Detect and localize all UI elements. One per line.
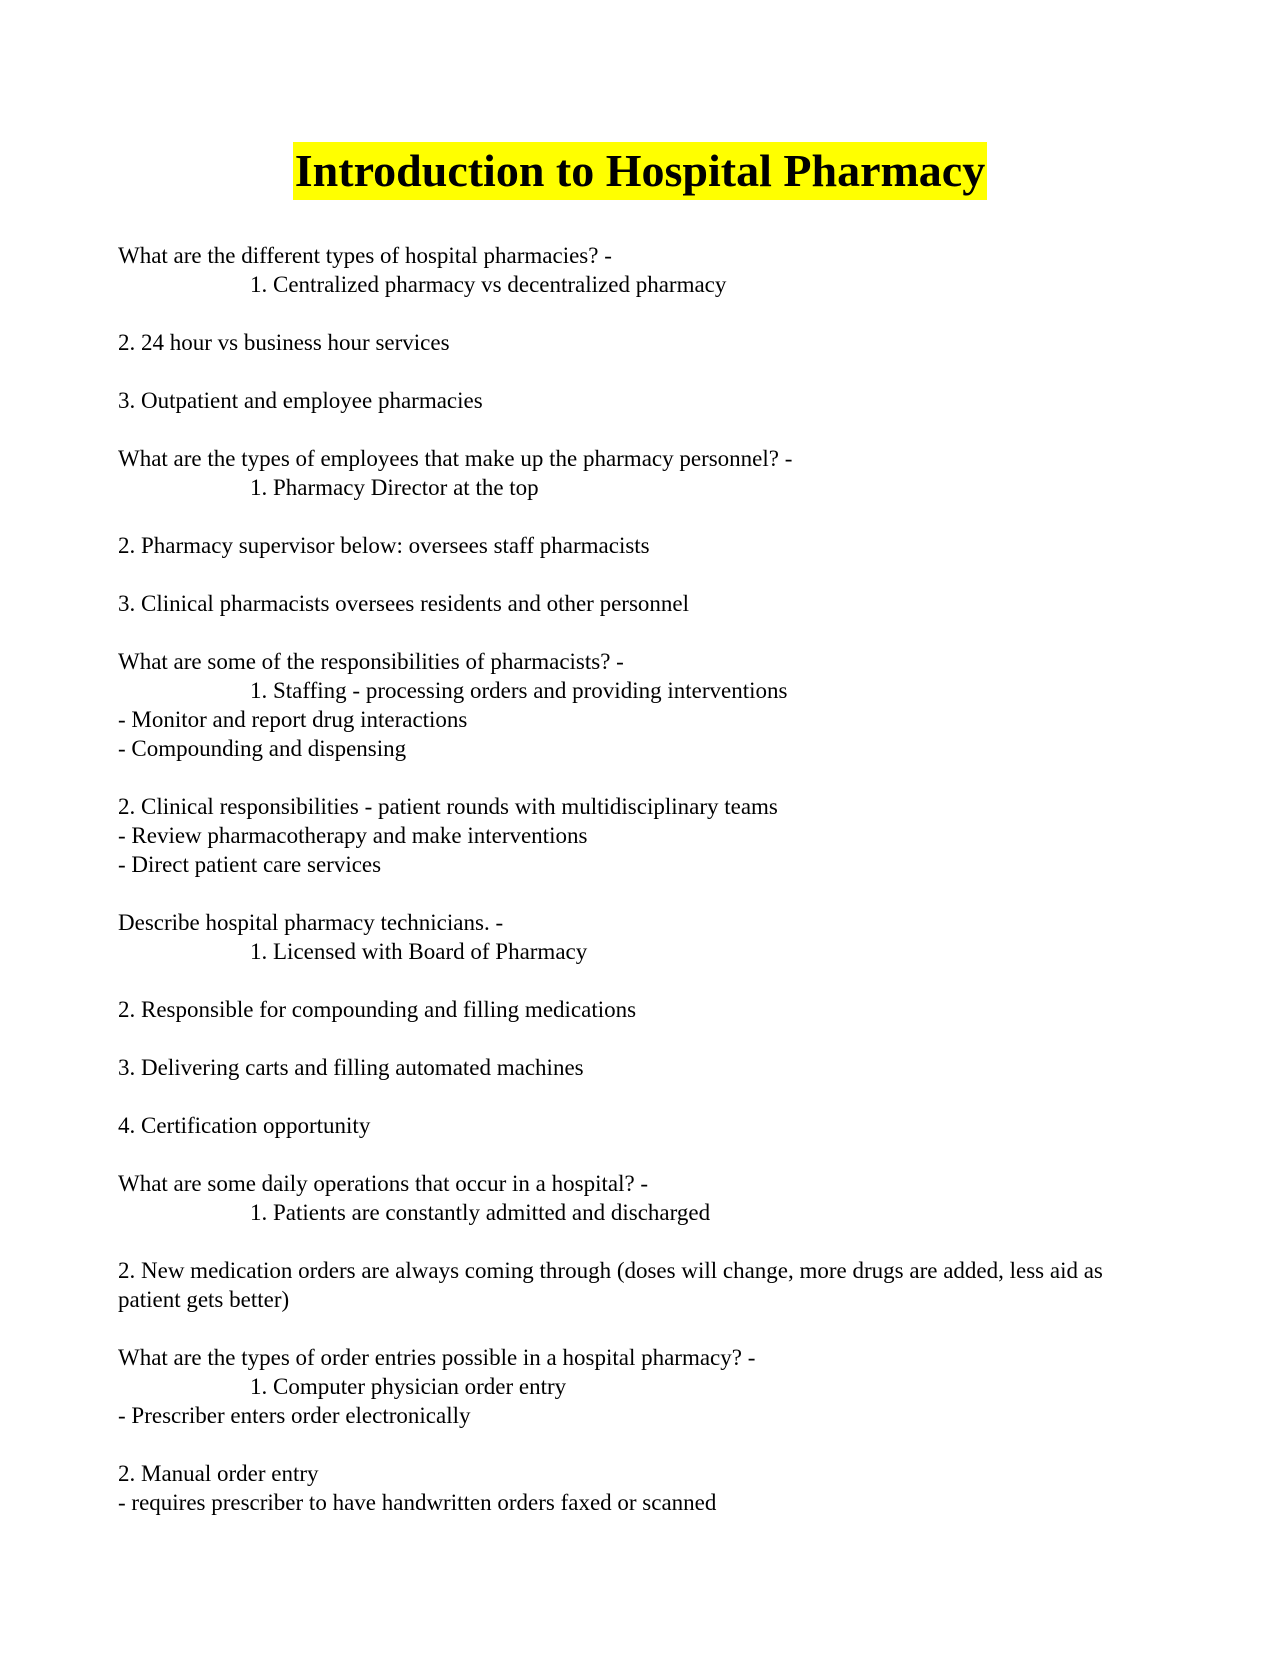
paragraph-gap — [118, 1430, 1138, 1459]
page-title: Introduction to Hospital Pharmacy — [293, 142, 987, 200]
answer-detail-line: - Review pharmacotherapy and make interventions — [118, 823, 588, 848]
paragraph-gap — [118, 879, 1138, 908]
paragraph-gap — [118, 763, 1138, 792]
title-container — [0, 142, 1280, 200]
answer-detail-line: - Monitor and report drug interactions — [118, 707, 468, 732]
answer-line: 3. Clinical pharmacists oversees residents and other personnel — [118, 591, 690, 616]
paragraph-gap — [118, 1314, 1138, 1343]
answer-line: 2. Clinical responsibilities - patient rounds with multidisciplinary teams — [118, 794, 778, 819]
answer-line: 1. Staffing - processing orders and providing interventions — [250, 678, 788, 703]
answer-line: 2. New medication orders are always coming through (doses will change, more drugs are added, less aid as patient gets better) — [118, 1258, 1109, 1312]
paragraph-gap — [118, 415, 1138, 444]
answer-line: 2. Manual order entry — [118, 1461, 319, 1486]
answer-line: 1. Computer physician order entry — [250, 1374, 567, 1399]
answer-line: 1. Licensed with Board of Pharmacy — [250, 939, 588, 964]
paragraph-gap — [118, 1227, 1138, 1256]
paragraph-gap — [118, 1024, 1138, 1053]
paragraph-gap — [118, 1140, 1138, 1169]
paragraph-gap — [118, 357, 1138, 386]
answer-line: 2. 24 hour vs business hour services — [118, 330, 450, 355]
document-body — [118, 241, 1138, 1517]
question-line: What are the types of employees that make up the pharmacy personnel? - — [118, 446, 793, 471]
paragraph-gap — [118, 1082, 1138, 1111]
answer-line: 1. Patients are constantly admitted and discharged — [250, 1200, 711, 1225]
paragraph-gap — [118, 299, 1138, 328]
paragraph-gap — [118, 966, 1138, 995]
answer-line: 1. Centralized pharmacy vs decentralized pharmacy — [250, 272, 727, 297]
answer-line: 1. Pharmacy Director at the top — [250, 475, 539, 500]
question-line: Describe hospital pharmacy technicians. - — [118, 910, 504, 935]
answer-detail-line: - Direct patient care services — [118, 852, 382, 877]
answer-line: 3. Delivering carts and filling automated machines — [118, 1055, 584, 1080]
answer-detail-line: - Prescriber enters order electronically — [118, 1403, 471, 1428]
question-line: What are the different types of hospital pharmacies? - — [118, 243, 612, 268]
question-line: What are the types of order entries possible in a hospital pharmacy? - — [118, 1345, 756, 1370]
answer-detail-line: - Compounding and dispensing — [118, 736, 407, 761]
answer-line: 2. Pharmacy supervisor below: oversees staff pharmacists — [118, 533, 650, 558]
paragraph-gap — [118, 502, 1138, 531]
question-line: What are some daily operations that occur in a hospital? - — [118, 1171, 649, 1196]
answer-line: 3. Outpatient and employee pharmacies — [118, 388, 483, 413]
answer-detail-line: - requires prescriber to have handwritten orders faxed or scanned — [118, 1490, 717, 1515]
paragraph-gap — [118, 560, 1138, 589]
answer-line: 4. Certification opportunity — [118, 1113, 371, 1138]
paragraph-gap — [118, 618, 1138, 647]
question-line: What are some of the responsibilities of pharmacists? - — [118, 649, 624, 674]
answer-line: 2. Responsible for compounding and filling medications — [118, 997, 637, 1022]
